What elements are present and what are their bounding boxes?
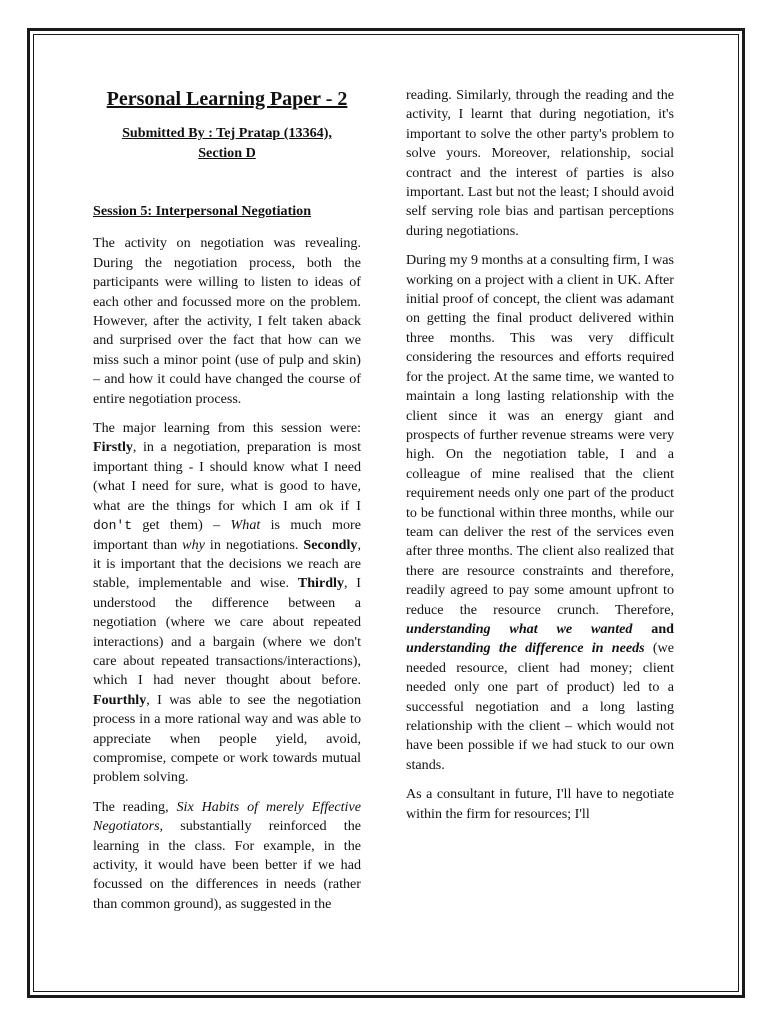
text-run: The major learning from this session were: (93, 420, 361, 437)
right-column (406, 86, 674, 834)
text-run: (we needed resource, client had money; client needed only one part of product) led to a successful negotiation and a long lasting relationship with the client – which would not have been possible if we had stuck to our own stands. (406, 640, 674, 773)
byline-author: Submitted By : Tej Pratap (13364), (122, 125, 332, 141)
bold-secondly: Secondly (303, 536, 358, 553)
bold-fourthly: Fourthly (93, 691, 147, 708)
text-run: , it is important that the decisions we reach are stable, implementable and wise. (93, 536, 361, 592)
text-run: , I was able to see the negotiation process in a more rational way and was able to appreciate when people yield, avoid, compromise, compete or work towards mutual problem solving. (93, 691, 361, 786)
text-run: reading. Similarly, through the reading and the activity, I learnt that during negotiation, it's important to solve the other party's problem to solve yours. Moreover, relationship, social contract and the interest of parties is also important. Last but not the least; I should avoid self serving role bias and partisan perceptions during negotiations. (406, 87, 674, 239)
text-run: substantially reinforced the learning in the class. For example, in the activity, it would have been better if we had focussed on the differences in needs (rather than common ground), as suggested in the (93, 818, 361, 912)
text-run: The reading, (93, 798, 177, 815)
paragraph-reading (93, 798, 361, 914)
bold-firstly: Firstly (93, 439, 133, 456)
paragraph-reading-continued (406, 86, 674, 241)
paragraph-future: As a consultant in future, I'll have to negotiate within the firm for resources; I'll (406, 786, 674, 822)
bold-and: and (632, 620, 675, 637)
paragraph-activity: The activity on negotiation was revealing. During the negotiation process, both the participants were willing to listen to ideas of each other and focussed more on the problem. However, after the activity, I felt taken aback and surprised over the fact that how can we miss such a minor point (use of pulp and skin) – and how it could have changed the course of entire negotiation process. (93, 235, 361, 407)
italic-reading-title: Six Habits of merely Effective Negotiators, (93, 798, 361, 835)
bold-thirdly: Thirdly (297, 575, 345, 592)
italic-why: why (182, 536, 205, 553)
bold-italic-needs: understanding the difference in needs (406, 640, 645, 657)
paragraph-experience (406, 251, 674, 775)
text-run: in negotiations. (204, 536, 304, 553)
text-run: is much more important than (93, 517, 362, 553)
text-dont: don't (93, 518, 133, 534)
text-run: , I understood the difference between a negotiation (where we care about repeated interactions) and a bargain (where we don't care about repeated transactions/interactions), which I had never thought about before. (93, 575, 361, 689)
byline-section: Section D (198, 145, 256, 161)
page-title: Personal Learning Paper - 2 (106, 88, 348, 110)
text-run: During my 9 months at a consulting firm, I was working on a project with a client in UK. After initial proof of concept, the client was adamant on getting the final product delivered within three months. This was very difficult considering the resources and efforts required for the project. At the same time, we wanted to maintain a long lasting relationship with the client since it was an energy giant and prospects of further revenue streams were very high. On the negotiation table, I and a colleague of mine realised that the client requirement needs only one part of the product to be functional within three months, while our team can deliver the rest of the services even after three months. The client also realized that there are resource constraints and therefore, readily agreed to pay some amount upfront to reduce the resource crunch. Therefore, (406, 252, 674, 618)
paragraph-learnings (93, 419, 361, 788)
bold-italic-wanted: understanding what we wanted (406, 620, 633, 637)
left-column (93, 86, 361, 924)
text-run: get them) – (132, 517, 231, 534)
text-run: , in a negotiation, preparation is most important thing - I should know what I need (what I need for sure, what is good to have, what are the things for which I am ok if I (93, 439, 361, 514)
session-heading: Session 5: Interpersonal Negotiation (93, 203, 312, 219)
italic-what: What (230, 517, 261, 534)
